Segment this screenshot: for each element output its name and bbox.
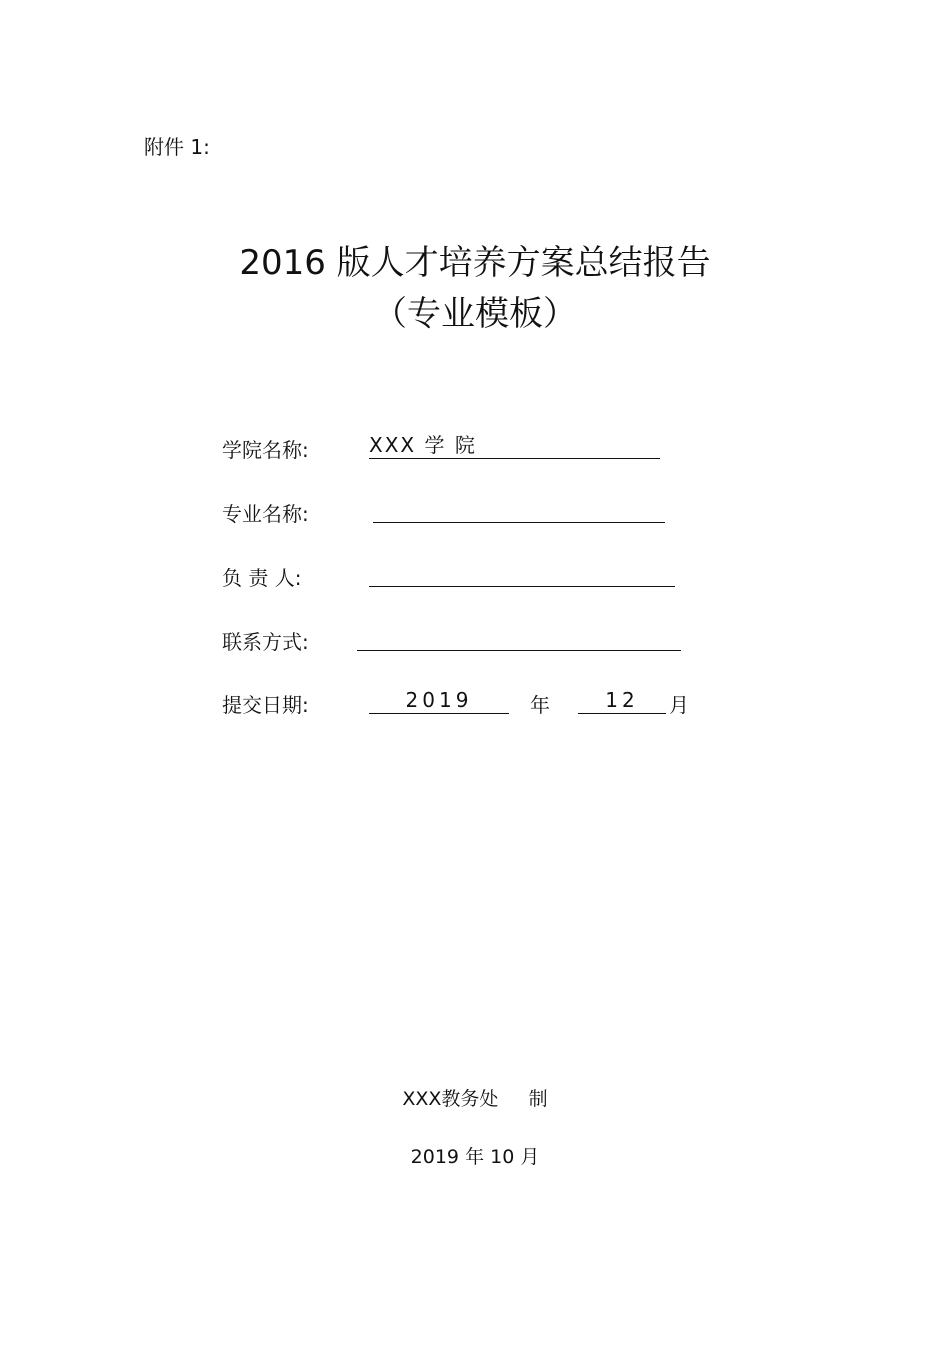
month-field[interactable]: 12: [578, 687, 666, 714]
issuer-line: XXX教务处 制: [402, 1088, 548, 1110]
person-field[interactable]: [369, 560, 675, 587]
college-label: 学院名称:: [222, 438, 309, 462]
contact-label: 联系方式:: [222, 630, 309, 654]
major-label: 专业名称:: [222, 502, 309, 526]
document-title: 2016 版人才培养方案总结报告: [239, 243, 711, 283]
contact-field[interactable]: [357, 624, 681, 651]
date-label: 提交日期:: [222, 693, 309, 717]
issue-date: 2019 年 10 月: [410, 1146, 540, 1168]
attachment-label: 附件 1:: [144, 135, 210, 159]
person-label: 负 责 人:: [222, 566, 302, 590]
college-field[interactable]: [369, 432, 660, 459]
month-unit: 月: [669, 693, 689, 717]
year-field[interactable]: 2019: [369, 687, 509, 714]
document-subtitle: （专业模板）: [373, 294, 577, 334]
college-value: XXX 学 院: [369, 433, 477, 457]
year-unit: 年: [530, 693, 550, 717]
major-field[interactable]: [373, 496, 665, 523]
